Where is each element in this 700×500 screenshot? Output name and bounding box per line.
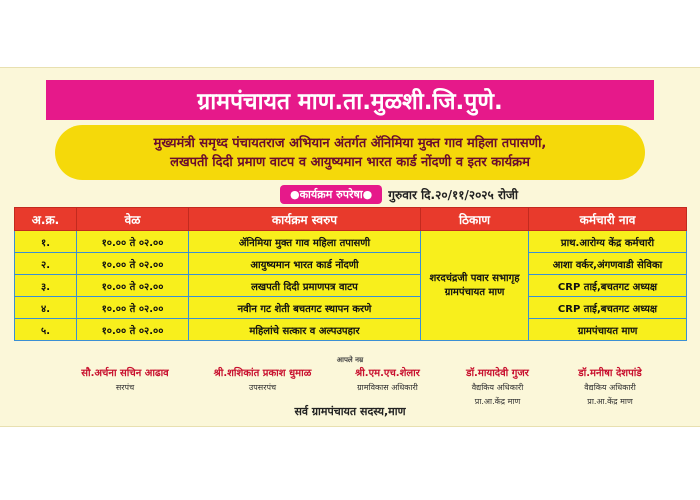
cell-staff: CRP ताई,बचतगट अध्यक्ष bbox=[529, 275, 687, 297]
cell-program: लखपती दिदी प्रमाणपत्र वाटप bbox=[189, 275, 421, 297]
cell-program: आयुष्यमान भारत कार्ड नोंदणी bbox=[189, 253, 421, 275]
subtitle-banner bbox=[55, 125, 645, 180]
cell-serial: १. bbox=[15, 231, 77, 253]
cell-time: १०.०० ते ०२.०० bbox=[77, 275, 189, 297]
signatory-role: ग्रामविकास अधिकारी bbox=[357, 383, 418, 392]
signatory-center: प्रा.आ.केंद्र माण bbox=[587, 397, 633, 406]
cell-time: १०.०० ते ०२.०० bbox=[77, 231, 189, 253]
table-row bbox=[15, 319, 687, 341]
table-row bbox=[15, 297, 687, 319]
signatory-role: वैद्यकिय अधिकारी bbox=[584, 383, 636, 392]
signatory-sarpanch bbox=[60, 367, 190, 395]
cell-venue: शरदचंद्रजी पवार सभागृह ग्रामपंचायत माण bbox=[421, 231, 529, 341]
schedule-row bbox=[280, 184, 518, 204]
footer-members: सर्व ग्रामपंचायत सदस्य,माण bbox=[294, 405, 406, 418]
cell-time: १०.०० ते ०२.०० bbox=[77, 319, 189, 341]
cell-staff: आशा वर्कर,अंगणवाडी सेविका bbox=[529, 253, 687, 275]
signatory-role: उपसरपंच bbox=[248, 383, 277, 392]
signatory-doctor-2 bbox=[555, 367, 665, 409]
header-serial: अ.क्र. bbox=[15, 208, 77, 231]
cell-serial: २. bbox=[15, 253, 77, 275]
table-header-row bbox=[15, 208, 687, 231]
schedule-table bbox=[14, 207, 687, 341]
cell-staff: CRP ताई,बचतगट अध्यक्ष bbox=[529, 297, 687, 319]
signatory-name: श्री.एम.एच.शेलार bbox=[355, 368, 420, 379]
table-row bbox=[15, 275, 687, 297]
cell-program: ॲनिमिया मुक्त गाव महिला तपासणी bbox=[189, 231, 421, 253]
signatory-role: वैद्यकिय अधिकारी bbox=[471, 383, 524, 392]
subtitle-line-1: मुख्यमंत्री समृध्द पंचायतराज अभियान अंतर्गत ॲनिमिया मुक्त गाव महिला तपासणी, bbox=[153, 135, 547, 151]
subtitle-line-2: लखपती दिदी प्रमाण वाटप व आयुष्यमान भारत कार्ड नोंदणी व इतर कार्यक्रम bbox=[170, 154, 530, 170]
schedule-badge: ●कार्यक्रम रुपरेषा● bbox=[280, 185, 382, 204]
cell-time: १०.०० ते ०२.०० bbox=[77, 297, 189, 319]
cell-time: १०.०० ते ०२.०० bbox=[77, 253, 189, 275]
page-title: ग्रामपंचायत माण.ता.मुळशी.जि.पुणे. bbox=[46, 80, 654, 120]
table-row bbox=[15, 253, 687, 275]
header-time: वेळ bbox=[77, 208, 189, 231]
signatory-name: डॉ.मायादेवी गुजर bbox=[466, 368, 529, 379]
cell-staff: प्राथ.आरोग्य केंद्र कर्मचारी bbox=[529, 231, 687, 253]
signatory-doctor-1 bbox=[445, 367, 550, 409]
schedule-date: गुरुवार दि.२०/११/२०२५ रोजी bbox=[388, 187, 518, 202]
header-venue: ठिकाण bbox=[421, 208, 529, 231]
cell-program: नवीन गट शेती बचतगट स्थापन करणे bbox=[189, 297, 421, 319]
signatory-role: सरपंच bbox=[115, 383, 135, 392]
header-staff: कर्मचारी नाव bbox=[529, 208, 687, 231]
signatory-center: प्रा.आ.केंद्र माण bbox=[474, 397, 521, 406]
cell-serial: ३. bbox=[15, 275, 77, 297]
signatory-name: सौ.अर्चना सचिन आढाव bbox=[81, 368, 169, 379]
table-row bbox=[15, 231, 687, 253]
signatory-name: डॉ.मनीषा देशपांडे bbox=[578, 368, 642, 379]
thanks-label: आपले नम्र bbox=[336, 356, 364, 364]
signatory-gramvikas bbox=[335, 367, 440, 395]
cell-serial: ५. bbox=[15, 319, 77, 341]
cell-staff: ग्रामपंचायत माण bbox=[529, 319, 687, 341]
cell-serial: ४. bbox=[15, 297, 77, 319]
signatory-upsarpanch bbox=[195, 367, 330, 395]
signatory-name: श्री.शशिकांत प्रकाश धुमाळ bbox=[213, 368, 312, 379]
cell-program: महिलांचे सत्कार व अल्पउपहार bbox=[189, 319, 421, 341]
header-program: कार्यक्रम स्वरुप bbox=[189, 208, 421, 231]
